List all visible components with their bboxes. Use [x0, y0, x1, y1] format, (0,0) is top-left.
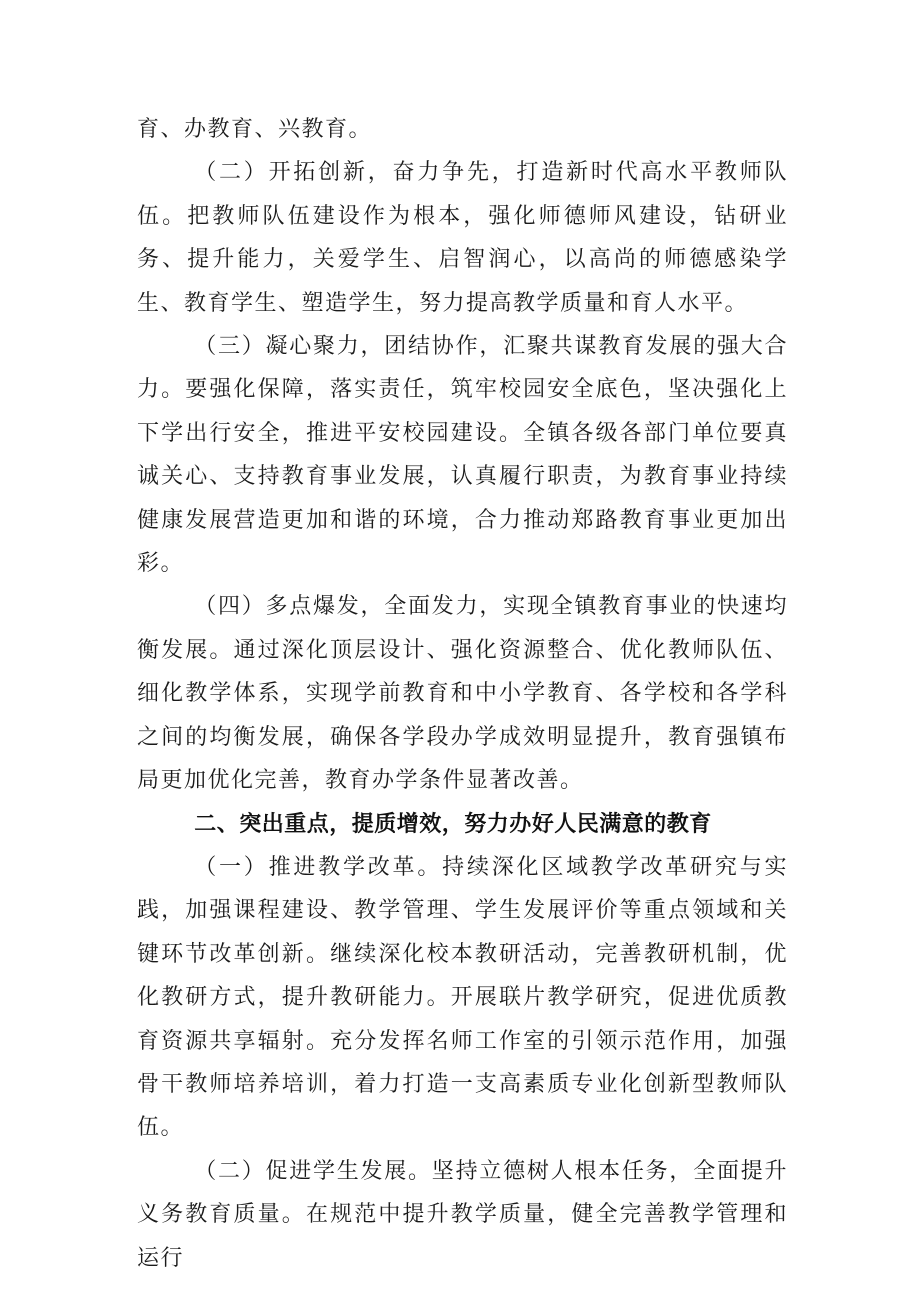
paragraph-student-development: （二）促进学生发展。坚持立德树人根本任务，全面提升义务教育质量。在规范中提升教学质量，健全完善教学管理和运行: [137, 1158, 788, 1271]
paragraph-teacher-team: （二）开拓创新，奋力争先，打造新时代高水平教师队伍。把教师队伍建设作为根本，强化师德师风建设，钻研业务、提升能力，关爱学生、启智润心，以高尚的师德感染学生、教育学生、塑造学生，努力提高教学质量和育人水平。: [137, 160, 788, 316]
document-body: [137, 108, 788, 1280]
paragraph-joint-effort: （三）凝心聚力，团结协作，汇聚共谋教育发展的强大合力。要强化保障，落实责任，筑牢校园安全底色，坚决强化上下学出行安全，推进平安校园建设。全镇各级各部门单位要真诚关心、支持教育事业发展，认真履行职责，为教育事业持续健康发展营造更加和谐的环境，合力推动郑路教育事业更加出彩。: [137, 334, 788, 577]
paragraph-balanced-development: （四）多点爆发，全面发力，实现全镇教育事业的快速均衡发展。通过深化顶层设计、强化资源整合、优化教师队伍、细化教学体系，实现学前教育和中小学教育、各学校和各学科之间的均衡发展，确保各学段办学成效明显提升，教育强镇布局更加优化完善，教育办学条件显著改善。: [137, 594, 788, 794]
paragraph-continuation: 育、办教育、兴教育。: [137, 117, 373, 142]
paragraph-teaching-reform: （一）推进教学改革。持续深化区域教学改革研究与实践，加强课程建设、教学管理、学生发展评价等重点领域和关键环节改革创新。继续深化校本教研活动，完善教研机制，优化教研方式，提升教研能力。开展联片教学研究，促进优质教育资源共享辐射。充分发挥名师工作室的引领示范作用，加强骨干教师培养培训，着力打造一支高素质专业化创新型教师队伍。: [137, 854, 788, 1141]
section-heading: 二、突出重点，提质增效，努力办好人民满意的教育: [194, 811, 712, 837]
